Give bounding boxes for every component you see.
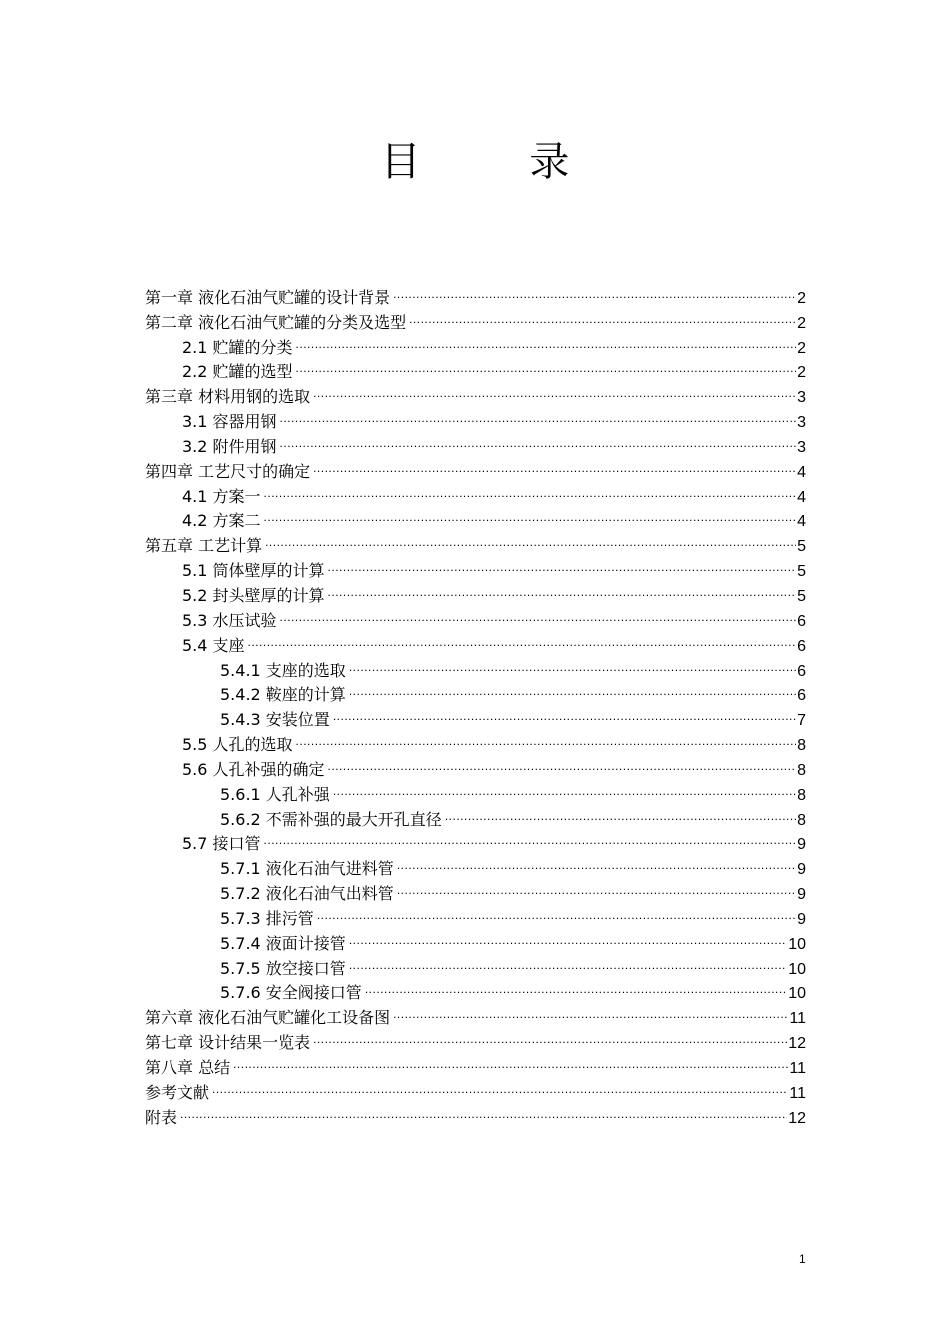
toc-entry-label: 5.4.3 安装位置 xyxy=(220,710,330,730)
toc-entry-label: 5.4 支座 xyxy=(182,635,245,655)
toc-entry-label: 第六章 液化石油气贮罐化工设备图 xyxy=(145,1008,391,1028)
toc-entry-label: 第八章 总结 xyxy=(145,1058,231,1077)
toc-entry-page: 3 xyxy=(797,389,806,407)
dot-leader xyxy=(409,303,796,328)
page-number: 1 xyxy=(799,1252,806,1266)
toc-entry-page: 9 xyxy=(797,910,806,928)
toc-entry-label: 5.4.1 支座的选取 xyxy=(220,660,346,680)
toc-entry-page: 8 xyxy=(797,761,806,779)
toc-entry-page: 5 xyxy=(797,587,806,605)
dot-leader xyxy=(397,874,796,899)
toc-entry-label: 第七章 设计结果一览表 xyxy=(145,1033,311,1053)
dot-leader xyxy=(296,725,797,750)
page-title: 目 录 xyxy=(380,139,618,185)
toc-entry-page: 6 xyxy=(797,662,806,680)
dot-leader xyxy=(349,676,796,701)
dot-leader xyxy=(393,278,796,303)
toc-entry-page: 9 xyxy=(797,886,806,904)
dot-leader xyxy=(349,949,787,974)
toc-entry-page: 4 xyxy=(797,513,806,531)
toc-entry-page: 2 xyxy=(797,364,806,382)
toc-entry-page: 10 xyxy=(788,935,806,953)
dot-leader xyxy=(264,825,797,850)
toc-entry-label: 5.1 筒体壁厚的计算 xyxy=(182,561,325,581)
dot-leader xyxy=(317,899,796,924)
dot-leader xyxy=(313,1023,787,1048)
toc-entry-label: 第五章 工艺计算 xyxy=(145,536,263,556)
toc-entry-label: 4.2 方案二 xyxy=(182,511,261,531)
toc-entry-label: 5.4.2 鞍座的计算 xyxy=(220,685,346,705)
toc-entry-page: 12 xyxy=(788,1035,806,1053)
toc-entry-page: 11 xyxy=(789,1084,806,1102)
dot-leader xyxy=(265,526,796,551)
dot-leader xyxy=(280,402,797,427)
toc-entry-label: 附表 xyxy=(145,1107,178,1127)
toc-entry-label: 5.7.1 液化石油气进料管 xyxy=(220,859,394,879)
dot-leader xyxy=(180,1098,787,1123)
toc-entry-label: 4.1 方案一 xyxy=(182,486,261,506)
toc-entry-page: 8 xyxy=(797,786,806,804)
toc-entry-label: 5.3 水压试验 xyxy=(182,610,277,630)
dot-leader xyxy=(212,1073,788,1098)
dot-leader xyxy=(280,427,797,452)
toc-entry-label: 5.6 人孔补强的确定 xyxy=(182,759,325,779)
toc-entry-page: 2 xyxy=(797,289,806,307)
toc-entry[interactable] xyxy=(145,1098,806,1127)
toc-entry-label: 参考文献 xyxy=(145,1082,210,1102)
toc-entry-label: 5.5 人孔的选取 xyxy=(182,735,293,755)
dot-leader xyxy=(264,477,797,502)
dot-leader xyxy=(264,502,797,527)
toc-entry-page: 9 xyxy=(797,861,806,879)
dot-leader xyxy=(328,576,797,601)
toc-entry-page: 11 xyxy=(789,1060,806,1077)
toc-entry-page: 7 xyxy=(797,712,806,730)
dot-leader xyxy=(333,700,796,725)
toc-entry-page: 3 xyxy=(797,438,806,456)
toc-entry-page: 9 xyxy=(797,836,806,854)
dot-leader xyxy=(248,626,797,651)
toc-entry-label: 2.1 贮罐的分类 xyxy=(182,337,293,357)
toc-entry[interactable] xyxy=(145,1048,806,1077)
toc-entry-page: 2 xyxy=(797,314,806,332)
dot-leader xyxy=(393,998,788,1023)
dot-leader xyxy=(296,328,797,353)
dot-leader xyxy=(365,974,787,999)
toc-entry[interactable] xyxy=(145,1073,806,1102)
dot-leader xyxy=(349,924,787,949)
toc-entry-page: 8 xyxy=(797,737,806,755)
toc-entry-label: 5.7.6 安全阀接口管 xyxy=(220,983,362,1003)
toc-entry-page: 2 xyxy=(797,339,806,357)
toc-entry-page: 5 xyxy=(797,563,806,581)
toc-entry-label: 第三章 材料用钢的选取 xyxy=(145,387,311,407)
dot-leader xyxy=(233,1048,788,1073)
toc-entry-page: 8 xyxy=(797,811,806,829)
toc-entry-page: 10 xyxy=(788,985,806,1003)
dot-leader xyxy=(397,849,796,874)
toc-entry-label: 5.7.4 液面计接管 xyxy=(220,933,346,953)
toc-entry-label: 5.7.2 液化石油气出料管 xyxy=(220,884,394,904)
dot-leader xyxy=(280,601,797,626)
dot-leader xyxy=(349,651,796,676)
toc-entry-label: 3.1 容器用钢 xyxy=(182,412,277,432)
toc-entry-label: 第二章 液化石油气贮罐的分类及选型 xyxy=(145,312,407,332)
dot-leader xyxy=(313,377,796,402)
dot-leader xyxy=(328,551,797,576)
toc-entry-page: 6 xyxy=(797,612,806,630)
toc-entry-label: 5.2 封头壁厚的计算 xyxy=(182,585,325,605)
toc-entry-page: 5 xyxy=(797,538,806,556)
toc-entry-label: 5.7.3 排污管 xyxy=(220,908,314,928)
toc-entry-page: 3 xyxy=(797,414,806,432)
toc-entry-label: 5.6.1 人孔补强 xyxy=(220,784,330,804)
table-of-contents xyxy=(145,278,806,1127)
dot-leader xyxy=(296,353,797,378)
toc-entry-label: 5.7 接口管 xyxy=(182,834,261,854)
toc-entry[interactable] xyxy=(145,278,806,307)
dot-leader xyxy=(333,775,796,800)
toc-entry-label: 2.2 贮罐的选型 xyxy=(182,362,293,382)
toc-entry-label: 第四章 工艺尺寸的确定 xyxy=(145,461,311,481)
dot-leader xyxy=(328,750,797,775)
dot-leader xyxy=(313,452,796,477)
toc-entry-page: 6 xyxy=(797,637,806,655)
toc-entry-page: 10 xyxy=(788,960,806,978)
toc-entry-page: 4 xyxy=(797,488,806,506)
dot-leader xyxy=(445,800,796,825)
toc-entry-label: 5.7.5 放空接口管 xyxy=(220,958,346,978)
toc-entry-page: 4 xyxy=(797,463,806,481)
toc-entry-label: 第一章 液化石油气贮罐的设计背景 xyxy=(145,287,391,307)
toc-entry-label: 5.6.2 不需补强的最大开孔直径 xyxy=(220,809,442,829)
toc-entry-label: 3.2 附件用钢 xyxy=(182,436,277,456)
toc-entry-page: 12 xyxy=(788,1109,806,1127)
toc-entry-page: 11 xyxy=(789,1010,806,1028)
toc-entry-page: 6 xyxy=(797,687,806,705)
